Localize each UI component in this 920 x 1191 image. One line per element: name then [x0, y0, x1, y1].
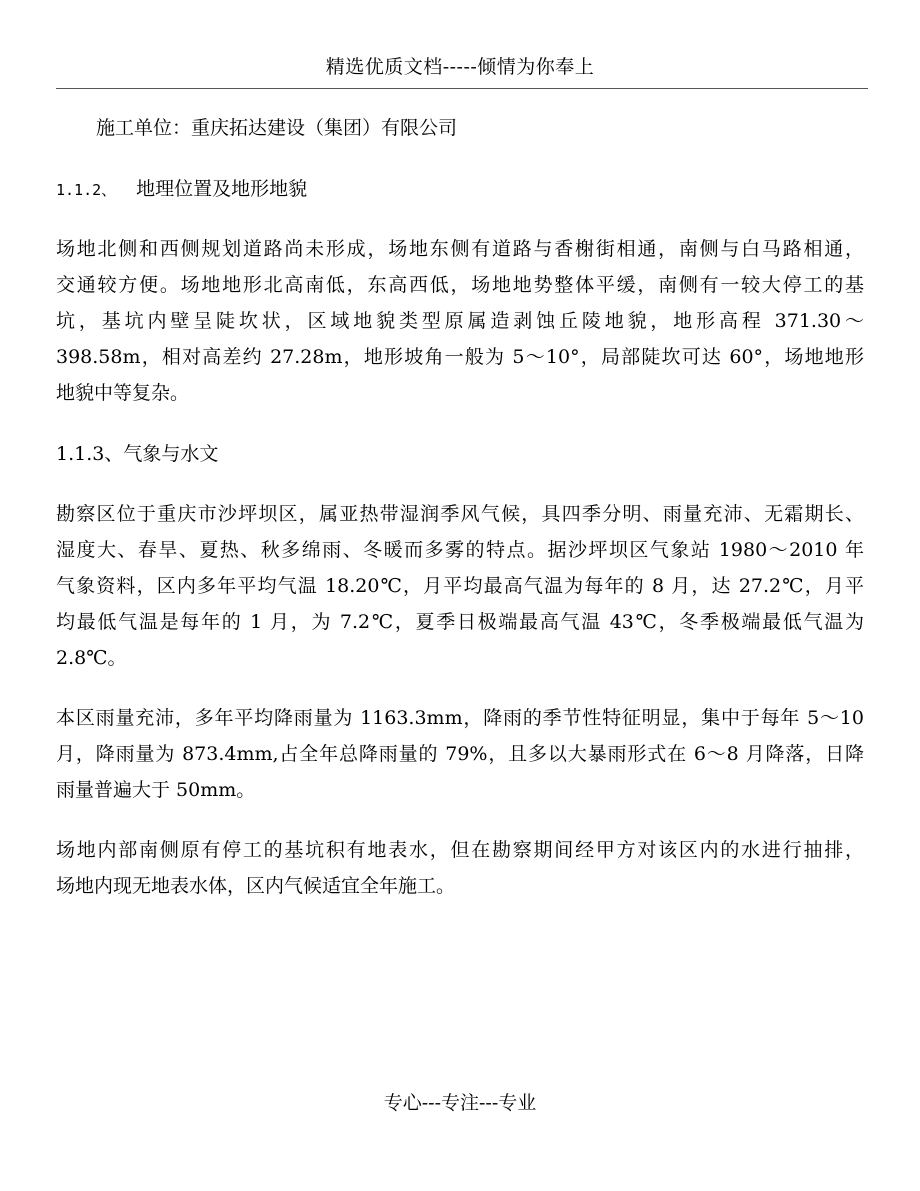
page-header: 精选优质文档-----倾情为你奉上 — [325, 56, 595, 78]
paragraph-line: 场地内现无地表水体，区内气候适宜全年施工。 — [56, 875, 456, 897]
header-divider — [56, 88, 868, 89]
paragraph-climate — [56, 496, 864, 676]
section-title: 地理位置及地形地貌 — [136, 178, 308, 200]
paragraph-line: 湿度大、春旱、夏热、秋多绵雨、冬暖而多雾的特点。据沙坪坝区气象站 1980～2010 年 — [56, 539, 864, 561]
paragraph-line: 地貌中等复杂。 — [56, 382, 190, 404]
page-footer: 专心---专注---专业 — [383, 1092, 537, 1114]
paragraph-line: 坑，基坑内壁呈陡坎状，区域地貌类型原属造剥蚀丘陵地貌，地形高程 371.30～ — [56, 310, 864, 332]
document-body — [56, 110, 864, 904]
paragraph-line: 勘察区位于重庆市沙坪坝区，属亚热带湿润季风气候，具四季分明、雨量充沛、无霜期长、 — [56, 503, 864, 525]
construction-unit-line: 施工单位：重庆拓达建设（集团）有限公司 — [96, 117, 458, 139]
paragraph-line: 交通较方便。场地地形北高南低，东高西低，场地地势整体平缓，南侧有一较大停工的基 — [56, 274, 864, 296]
section-heading-1-1-2 — [56, 171, 864, 207]
section-heading-1-1-3: 1.1.3、气象与水文 — [56, 443, 219, 465]
paragraph-line: 场地北侧和西侧规划道路尚未形成，场地东侧有道路与香榭街相通，南侧与白马路相通， — [56, 238, 864, 260]
paragraph-surface-water — [56, 832, 864, 904]
paragraph-line: 本区雨量充沛，多年平均降雨量为 1163.3mm，降雨的季节性特征明显，集中于每年 5～10 — [56, 707, 864, 729]
paragraph-line: 气象资料，区内多年平均气温 18.20℃，月平均最高气温为每年的 8 月，达 27.2℃，月平 — [56, 575, 864, 597]
paragraph-line: 月，降雨量为 873.4mm,占全年总降雨量的 79%，且多以大暴雨形式在 6～8 月降落，日降 — [56, 743, 864, 765]
paragraph-terrain — [56, 231, 864, 411]
paragraph-line: 雨量普遍大于 50mm。 — [56, 779, 256, 801]
paragraph-line: 2.8℃。 — [56, 647, 127, 669]
paragraph-line: 均最低气温是每年的 1 月，为 7.2℃，夏季日极端最高气温 43℃，冬季极端最低气温为 — [56, 611, 864, 633]
paragraph-rainfall — [56, 700, 864, 808]
section-number: 1.1.2、 — [56, 181, 117, 199]
paragraph-line: 398.58m，相对高差约 27.28m，地形坡角一般为 5～10°，局部陡坎可达 60°，场地地形 — [56, 346, 864, 368]
paragraph-line: 场地内部南侧原有停工的基坑积有地表水，但在勘察期间经甲方对该区内的水进行抽排， — [56, 839, 864, 861]
